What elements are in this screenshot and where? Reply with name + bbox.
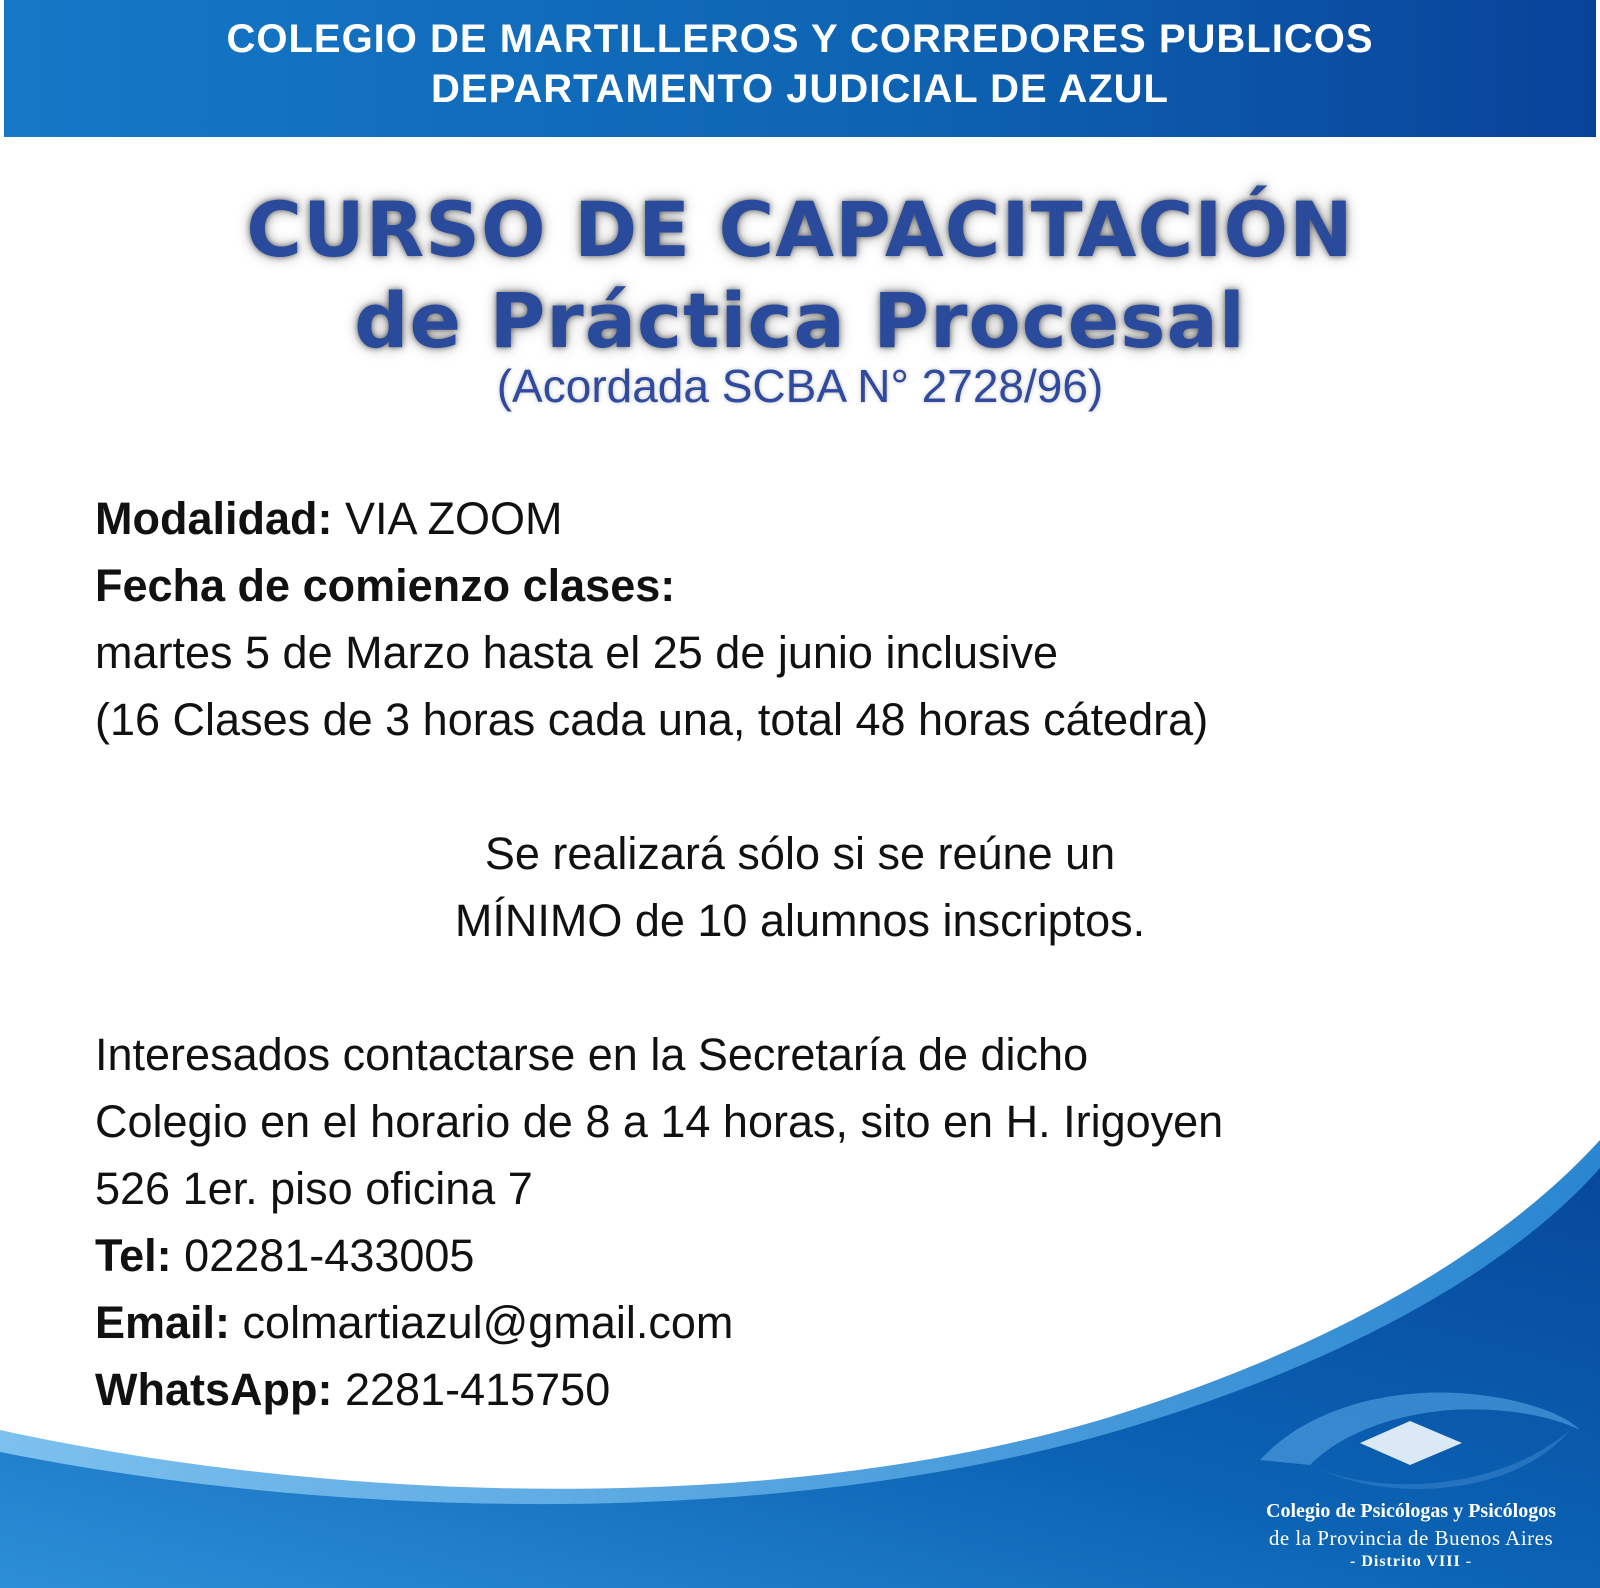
course-subtitle: de Práctica Procesal	[354, 276, 1246, 365]
contact-line3: 526 1er. piso oficina 7	[95, 1163, 533, 1214]
fecha-value: martes 5 de Marzo hasta el 25 de junio inclusive	[95, 627, 1059, 678]
header-subtitle: DEPARTAMENTO JUDICIAL DE AZUL	[431, 67, 1169, 111]
email-label: Email:	[95, 1297, 231, 1348]
psychologists-college-logo	[1250, 1385, 1580, 1495]
fecha-label: Fecha de comienzo clases:	[95, 560, 676, 611]
contact-line2: Colegio en el horario de 8 a 14 horas, sito en H. Irigoyen	[95, 1096, 1224, 1147]
header-banner	[4, 0, 1596, 137]
notice-line2: MÍNIMO de 10 alumnos inscriptos.	[454, 895, 1146, 946]
modalidad-value: VIA ZOOM	[332, 493, 563, 544]
whatsapp-value: 2281-415750	[332, 1364, 611, 1415]
tel-label: Tel:	[95, 1230, 172, 1281]
whatsapp-line	[95, 1356, 610, 1423]
course-resolution: (Acordada SCBA N° 2728/96)	[496, 360, 1104, 412]
email-line	[95, 1289, 733, 1356]
tel-value: 02281-433005	[171, 1230, 475, 1281]
notice-line1: Se realizará sólo si se reúne un	[484, 828, 1116, 879]
modalidad-line	[95, 485, 563, 552]
logo-text-line1: Colegio de Psicólogas y Psicólogos	[1266, 1500, 1556, 1522]
logo-text-line3: - Distrito VIII -	[1349, 1553, 1473, 1570]
modalidad-label: Modalidad:	[95, 493, 333, 544]
logo-text-line2: de la Provincia de Buenos Aires	[1268, 1526, 1554, 1550]
contact-line1: Interesados contactarse en la Secretaría de dicho	[95, 1029, 1089, 1080]
clases-info: (16 Clases de 3 horas cada una, total 48 horas cátedra)	[95, 694, 1209, 745]
email-value: colmartiazul@gmail.com	[230, 1297, 734, 1348]
tel-line	[95, 1222, 474, 1289]
whatsapp-label: WhatsApp:	[95, 1364, 333, 1415]
header-title: COLEGIO DE MARTILLEROS Y CORREDORES PUBLICOS	[226, 17, 1374, 61]
course-title: CURSO DE CAPACITACIÓN	[246, 185, 1354, 274]
